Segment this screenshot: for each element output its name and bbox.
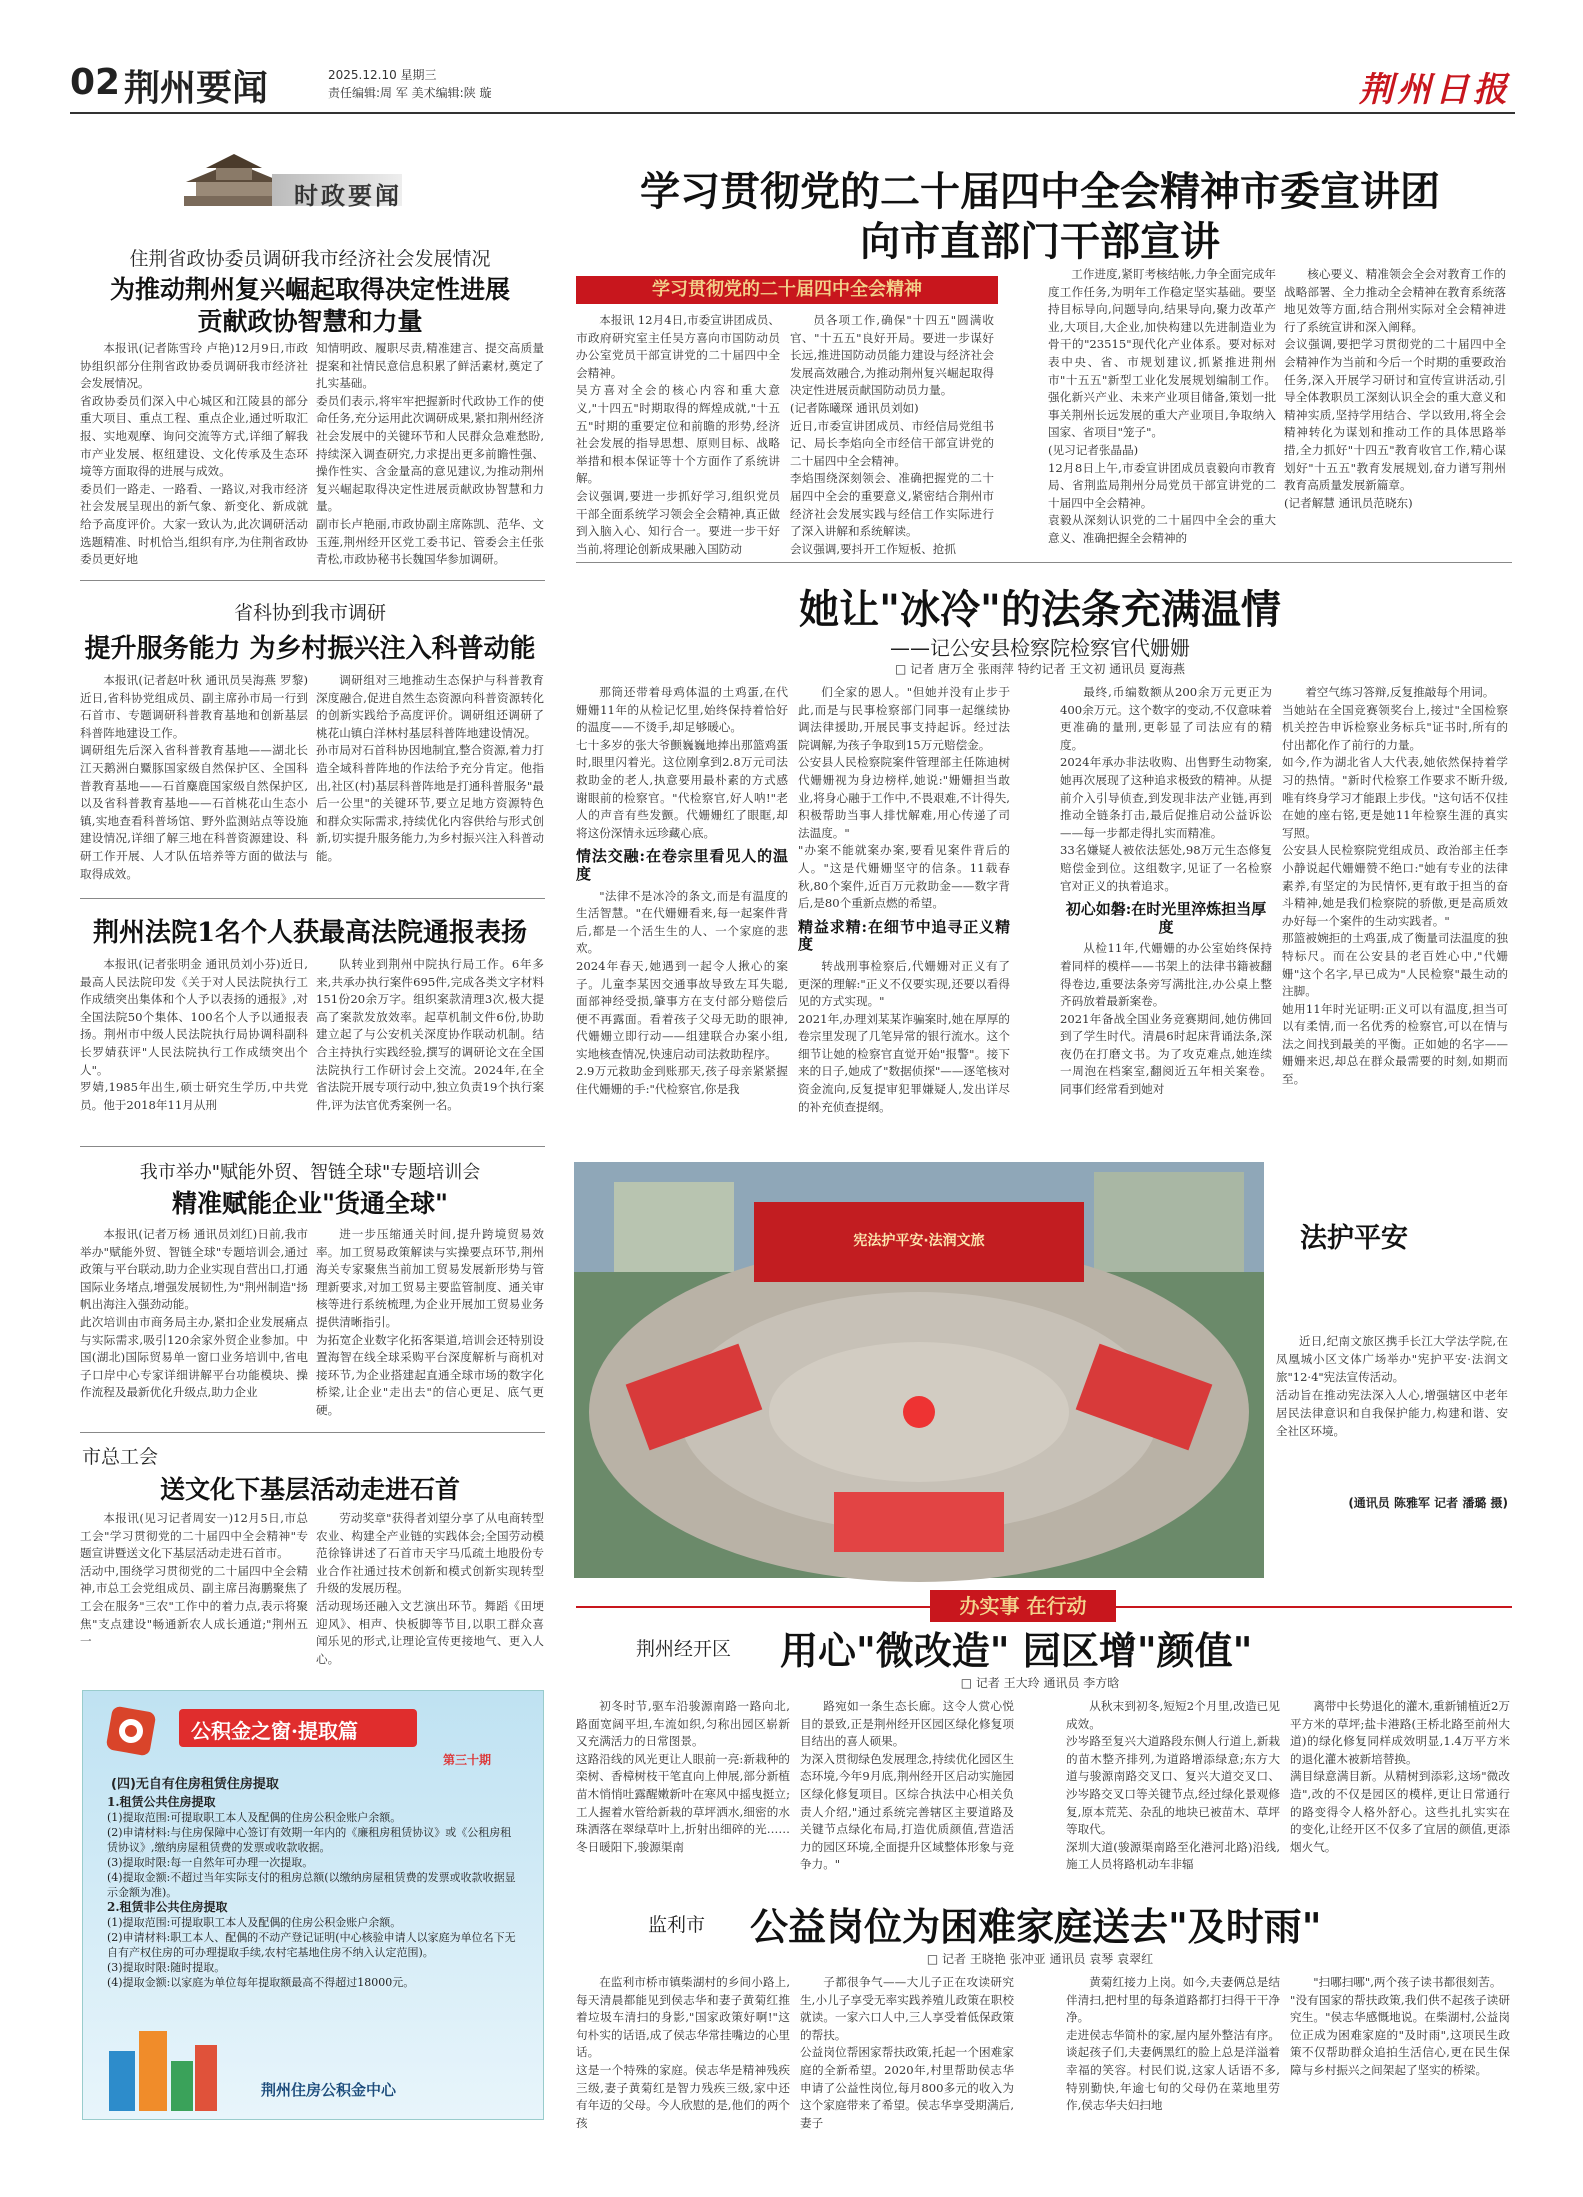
b1-col1: 初冬时节,驱车沿骏源南路一路向北,路面宽阔平坦,车流如织,匀称出园区崭新又充满活力的日常图景。 这路沿线的风光更让人眼前一亮:新栽种的栾树、香樟树枝干笔直向上伸展,部分新植苗木悄悄吐露醒嫩新叶在寒风中摇曳挺立;工人握着水管给新栽的草坪洒水,细密的水珠洒落在翠绿草叶上,折射出细碎的光……冬日暖阳下,骏源渠南 xyxy=(576,1699,790,1854)
a2-kicker: 省科协到我市调研 xyxy=(233,602,386,624)
b2-col1: 在监利市桥市镇柴湖村的乡间小路上,每天清晨都能见到侯志华和妻子黄菊红推着垃圾车清扫的身影,"国家政策好啊!"这句朴实的话语,成了侯志华常挂嘴边的心里话。 这是一个特殊的家庭。侯志华是精神残疾三级,妻子黄菊红是智力残疾三级,家中还有年迈的父母。今人欣慰的是,他们的两个孩 xyxy=(576,1975,790,2130)
ad-footer: 荆州住房公积金中心 xyxy=(261,2081,397,2099)
lead-title-line1: 学习贯彻党的二十届四中全会精神市委宣讲团 xyxy=(640,168,1440,215)
a1-title-line1: 为推动荆州复兴崛起取得决定性进展 xyxy=(109,275,510,304)
a3-col1: 本报讯(记者张明金 通讯员刘小芬)近日,最高人民法院印发《关于对人民法院执行工作成绩突出集体和个人予以表扬的通报》,对全国法院50个集体、100名个人予以通报表扬。荆州市中级人民法院执行局协调科副科长罗婧获评"人民法院执行工作成绩突出个人"。 罗婧,1985年出生,硕士研究生学历,中共党员。他于2018年11月从刑 xyxy=(80,957,308,1112)
a3-title: 荆州法院1名个人获最高法院通报表扬 xyxy=(92,918,528,948)
a5-col2: 劳动奖章"获得者刘望分享了从电商转型农业、构建全产业链的实践体会;全国劳动模范徐锋讲述了石首市天宇马瓜疏土地股份专业合作社通过技术创新和模式创新实现转型升级的发展历程。 活动现场还融入文艺演出环节。舞蹈《田埂迎风》、相声、快板脚等节目,以职工群众喜闻乐见的形式,让理论宣传更接地气、更入人心。 xyxy=(316,1511,544,1666)
a2-title: 提升服务能力 为乡村振兴注入科普动能 xyxy=(84,634,536,664)
a5-kicker: 市总工会 xyxy=(82,1446,159,1468)
action-band: 办实事 在行动 xyxy=(930,1590,1116,1622)
ad-line: (2)申请材料:职工本人、配偶的不动产登记证明(中心核验申请人以家庭为单位名下无自有产权住房的可办理提取手续,农村宅基地住房不纳入认定范围)。 xyxy=(107,1931,516,1959)
feature-subhead: 初心如磐:在时光里淬炼担当厚度 xyxy=(1065,900,1267,936)
divider xyxy=(576,562,1512,563)
masthead xyxy=(70,58,1515,110)
feature-subtitle: ——记公安县检察院检察官代姗姗 xyxy=(890,636,1190,660)
a5-col1: 本报讯(见习记者周安一)12月5日,市总工会"学习贯彻党的二十届四中全会精神"专题宣讲暨送文化下基层活动走进石首市。 活动中,围绕学习贯彻党的二十届四中全会精神,市总工会党组成员、副主席吕海鹏聚焦了工会在服务"三农"工作中的着力点,表示将聚焦"支点建设"畅通新农人成长通道;"荆州五一 xyxy=(80,1511,308,1649)
divider xyxy=(80,898,545,899)
page-number: 02 xyxy=(70,62,121,103)
b2-title: 公益岗位为困难家庭送去"及时雨" xyxy=(750,1904,1322,1949)
feature-subhead: 情法交融:在卷宗里看见人的温度 xyxy=(576,847,788,883)
a2-col1: 本报讯(记者赵叶秋 通讯员吴海燕 罗黎)近日,省科协党组成员、副主席孙市局一行到石首市、专题调研科普教育基地和创新基层科普阵地建设工作。 调研组先后深入省科普教育基地——湖北长江天鹅洲白鱀豚国家级自然保护区、全国科普教育基地——石首麋鹿国家级自然保护区,以及省科普教育基地——石首桃花山生态小镇,实地查看科普场馆、野外监测站点等设施建设情况,详细了解三地在科普资源建设、科研工作开展、人才队伍培养等方面的做法与取得成效。 xyxy=(80,673,308,881)
b1-title: 用心"微改造" 园区增"颜值" xyxy=(780,1628,1253,1673)
b1-byline: □ 记者 王大玲 通讯员 李方晗 xyxy=(960,1676,1120,1690)
section-name: 荆州要闻 xyxy=(124,67,269,109)
lead-col2: 员各项工作,确保"十四五"圆满收官、"十五五"良好开局。要进一步谋好长远,推进国防动员能力建设与经济社会发展高效融合,为推动荆州复兴崛起取得决定性进展贡献国防动员力量。 (记者陈曦琛 通讯员刘如) 近日,市委宣讲团成员、市经信局党组书记、局长李焰向全市经信干部宣讲党的二十届四中全会精神。 李焰围绕深刻领会、准确把握党的二十届四中全会的重要意义,紧密结合荆州市经济社会发展实践与经信工作实际进行了深入讲解和系统解读。 会议强调,要抖开工作短板、抢抓 xyxy=(790,313,994,556)
b1-col4: 离带中长势退化的灌木,重新铺植近2万平方米的草坪;盐卡港路(王桥北路至前州大道)的绿化修复同样成效明显,1.4万平方米的退化灌木被新培替换。 满目绿意满目新。从精树到添彩,这场"微改造",改的不仅是园区的模样,更让日常通行的路变得令人格外舒心。这些扎扎实实在的变化,让经开区不仅多了宜居的颜值,更添烟火气。 xyxy=(1290,1699,1510,1854)
divider xyxy=(80,1432,545,1433)
provident-fund-ad xyxy=(82,1690,544,2120)
ad-line: (4)提取金额:不超过当年实际支付的租房总额(以缴纳房屋租赁费的发票或收款收据显示金额为准)。 xyxy=(107,1871,516,1899)
a4-kicker: 我市举办"赋能外贸、智链全球"专题培训会 xyxy=(139,1162,481,1183)
divider xyxy=(80,1146,545,1147)
ad-body xyxy=(107,1795,519,1990)
ad-line: (2)申请材料:与住房保障中心签订有效期一年内的《廉租房租赁协议》或《公租房租赁协议》,缴纳房屋租赁费的发票或收款收据。 xyxy=(107,1826,512,1854)
a1-col1: 本报讯(记者陈雪玲 卢艳)12月9日,市政协组织部分住荆省政协委员调研我市经济社会发展情况。 省政协委员们深入中心城区和江陵县的部分重大项目、重点工程、重点企业,通过听取汇报、实地观摩、询问交流等方式,详细了解我市产业发展、枢纽建设、文化传承及生态环境等方面取得的进展与成效。 委员们一路走、一路看、一路议,对我市经济社会发展呈现出的新气象、新变化、新成就给予高度评价。大家一致认为,此次调研活动选题精准、时机恰当,组织有序,为住荆省政协委员更好地 xyxy=(80,341,308,567)
fund-logo-icon xyxy=(107,1705,181,1757)
divider xyxy=(80,580,545,581)
lead-col3: 工作进度,紧盯考核结帐,力争全面完成年度工作任务,为明年工作稳定坚实基础。要坚持目标导向,问题导向,结果导向,聚力改革产业,大项目,大企业,加快构建以先进制造业为骨干的"23515"现代化产业体系。要对标对表中央、省、市规划建议,抓紧推进荆州市"十五五"新型工业化发展规划编制工作。强化新兴产业、未来产业项目储备,策划一批事关荆州长远发展的重大产业项目,争取纳入国家、省项目"笼子"。 (见习记者张晶晶) 12月8日上午,市委宣讲团成员袁毅向市教育局、省荆监局荆州分局党员干部宣讲党的二十届四中全会精神。 袁毅从深刻认识党的二十届四中全会的重大意义、准确把握全会精神的 xyxy=(1048,267,1276,545)
feature-col3: 最终,币编数额从200余万元更正为400余万元。这个数字的变动,不仅意味着更准确的量刑,更彰显了司法应有的精度。 2024年承办非法收购、出售野生动物案,她再次展现了这种追求极致的精神。从提前介入引导侦查,到发现非法产业链,再到推动全链条打击,最后促推启动公益诉讼——每一步都走得扎实而精准。 33名嫌疑人被依法惩处,98万元生态修复赔偿金到位。这组数字,见证了一名检察官对正义的执着追求。 初心如磐:在时光里淬炼担当厚度 从检11年,代姗姗的办公室始终保持着同样的模样——书架上的法律书籍被翻得卷边,重要法条旁写满批注,办公桌上整齐码放着最新案卷。 2021年备战全国业务竞赛期间,她仿佛回到了学生时代。清晨6时起床背诵法条,深夜仍在打磨文书。为了攻克难点,她连续一周泡在档案室,翻阅近五年相关案卷。同事们经常看到她对 xyxy=(1060,685,1272,1097)
feature-subhead: 精益求精:在细节中追寻正义精度 xyxy=(798,917,1010,954)
b2-byline: □ 记者 王晓艳 张冲亚 通讯员 袁琴 袁翠红 xyxy=(926,1952,1154,1966)
ad-sub2: 2.租赁非公共住房提取 xyxy=(107,1900,228,1914)
feature-col1: 那筒还带着母鸡体温的土鸡蛋,在代姗姗11年的从检记忆里,始终保持着恰好的温度——不烫手,却足够暖心。 七十多岁的张大爷颤巍巍地捧出那篮鸡蛋时,眼里闪着光。这位刚拿到2.8万元司法救助金的老人,执意要用最朴素的方式感谢眼前的检察官。"代检察官,好人呐!"老人的声音有些发颤。代姗姗红了眼眶,却将这份深情永远珍藏心底。 情法交融:在卷宗里看见人的温度 "法律不是冰冷的条文,而是有温度的生活智慧。"在代姗姗看来,每一起案件背后,都是一个活生生的人、一个家庭的悲欢。 2024年春天,她遇到一起令人揪心的案子。儿童李某因交通事故导致左耳失聪,面部神经受损,肇事方在支付部分赔偿后便不再露面。看着孩子父母无助的眼神,代姗姗立即行动——组建联合办案小组,实地核查情况,快速启动司法救助程序。 2.9万元救助金到账那天,孩子母亲紧紧握住代姗姗的手:"代检察官,你是我 xyxy=(576,685,788,1097)
section-banner xyxy=(176,168,406,210)
a4-col1: 本报讯(记者万杨 通讯员刘红)日前,我市举办"赋能外贸、智链全球"专题培训会,通过政策与平台联动,助力企业实现自营出口,打通国际业务堵点,增强发展韧性,为"荆州制造"扬帆出海注入强劲动能。 此次培训由市商务局主办,紧扣企业发展痛点与实际需求,吸引120余家外贸企业参加。中国(湖北)国际贸易单一窗口业务培训中,省电子口岸中心专家详细讲解平台功能模块、操作流程及最新优化升级点,助力企业 xyxy=(80,1227,308,1400)
lead-title-line2: 向市直部门干部宣讲 xyxy=(860,218,1220,265)
issue-date: 2025.12.10 星期三 xyxy=(328,68,437,82)
a4-title: 精准赋能企业"货通全球" xyxy=(171,1189,449,1218)
photo-caption: 近日,纪南文旅区携手长江大学法学院,在凤凰城小区文体广场举办"宪护平安·法润文旅"12·4"宪法宣传活动。 活动旨在推动宪法深入人心,增强辖区中老年居民法律意识和自我保护能力,构建和谐、安全社区环境。 xyxy=(1276,1334,1508,1438)
ad-line: (1)提取范围:可提取职工本人及配偶的住房公积金账户余额。 xyxy=(107,1916,402,1929)
paper-logo: 荆州日报 xyxy=(1359,70,1511,110)
photo-caption-title: 法护平安 xyxy=(1300,1223,1408,1254)
banner-label: 时政要闻 xyxy=(294,181,402,210)
lead-col1: 本报讯 12月4日,市委宣讲团成员、市政府研究室主任吴方喜向市国防动员办公室党员干部宣讲党的二十届四中全会精神。 吴方喜对全会的核心内容和重大意义,"十四五"时期取得的辉煌成就,"十五五"时期的重要定位和前瞻的形势,经济社会发展的指导思想、原则目标、战略举措和根本保证等十个方面作了系统讲解。 会议强调,要进一步抓好学习,组织党员干部全面系统学习领会全会精神,真正做到入脑入心、知行合一。要进一步干好当前,将理论创新成果融入国防动 xyxy=(576,313,780,556)
a3-col2: 队转业到荆州中院执行局工作。6年多来,共承办执行案件695件,完成各类文字材料151份20余万字。组织案款清理3次,极大提高了案款发放效率。起草机制文件6份,协助建立起了与公安机关深度协作联动机制。结合主持执行实践经验,撰写的调研论文在全国法院执行工作研讨会上交流。2024年,在全省法院开展专项行动中,独立负责19个执行案件,评为法官优秀案例一名。 xyxy=(316,957,544,1112)
b1-col2: 路宛如一条生态长廊。这令人赏心悦目的景致,正是荆州经开区园区绿化修复项目结出的喜人硕果。 为深入贯彻绿色发展理念,持续优化园区生态环境,今年9月底,荆州经开区启动实施园区绿化修复项目。区综合执法中心相关负责人介绍,"通过系统完善辖区主要道路及关键节点绿化布局,打造优质颜值,营造活力的园区环境,全面提升区域整体形象与竞争力。" xyxy=(800,1699,1014,1872)
feature-col2: 们全家的恩人。"但她并没有止步于此,而是与民事检察部门同事一起继续协调法律援助,开展民事支持起诉。经过法院调解,为孩子争取到15万元赔偿金。 公安县人民检察院案件管理部主任陈迪树代姗姗视为身边榜样,她说:"姗姗担当敢业,将身心融于工作中,不畏艰难,不计得失,积极帮助当事人排忧解难,用心传递了司法温度。" "办案不能就案办案,要看见案件背后的人。"这是代姗姗坚守的信条。11载春秋,80个案件,近百万元救助金——数字背后,是80个重新点燃的希望。 精益求精:在细节中追寻正义精度 转战刑事检察后,代姗姗对正义有了更深的理解:"正义不仅要实现,还要以看得见的方式实现。" 2021年,办理刘某某诈骗案时,她在厚厚的卷宗里发现了几笔异常的银行流水。这个细节让她的检察官直觉开始"报警"。接下来的日子,她成了"数据侦探"——逐笔核对资金流向,反复提审犯罪嫌疑人,发出详尽的补充侦查提纲。 xyxy=(798,685,1010,1114)
buildings-graphic xyxy=(103,2021,223,2111)
b1-tag: 荆州经开区 xyxy=(636,1638,732,1660)
news-photo xyxy=(574,1162,1264,1578)
ad-line: (3)提取时限:随时提取。 xyxy=(107,1961,226,1974)
b2-col3: 黄菊红接力上岗。如今,夫妻俩总是结伴清扫,把村里的每条道路都打扫得干干净净。 走进侯志华简朴的家,屋内屋外整洁有序。谈起孩子们,夫妻俩黑红的脸上总是洋溢着幸福的笑容。村民们说,这家人话语不多,特别勤快,年逾七旬的父母仍在菜地里劳作,侯志华夫妇扫地 xyxy=(1066,1975,1280,2113)
a1-kicker: 住荆省政协委员调研我市经济社会发展情况 xyxy=(129,248,491,270)
b1-col3: 从秋末到初冬,短短2个月里,改造已见成效。 沙岑路至复兴大道路段东侧人行道上,新栽的苗木整齐排列,为道路增添绿意;东方大道与骏源南路交叉口、复兴大道交叉口、沙岑路交叉口等关键节点,经过绿化景观修复,原本荒芜、杂乱的地块已被苗木、草坪等取代。 深圳大道(骏源渠南路至化港河北路)沿线,施工人员将路机动车非辐 xyxy=(1066,1699,1280,1872)
ad-section-heading: (四)无自有住房租赁住房提取 xyxy=(111,1777,279,1792)
b2-tag: 监利市 xyxy=(648,1914,706,1936)
ad-sub1: 1.租赁公共住房提取 xyxy=(107,1795,216,1809)
b2-col4: "扫哪扫哪",两个孩子读书都很刻苦。 "没有国家的帮扶政策,我们供不起孩子读研究生。"侯志华感慨地说。在柴湖村,公益岗位正成为困难家庭的"及时雨",这项民生政策不仅帮助群众追拍生活信心,更在民生保障与乡村振兴之间架起了坚实的桥梁。 xyxy=(1290,1975,1510,2077)
b2-col2: 子都很争气——大儿子正在攻读研究生,小儿子享受无率实践养殖儿政策在职校就读。一家六口人中,三人享受着低保政策的帮扶。 公益岗位帮困家帮扶政策,托起一个困难家庭的全新希望。2020年,村里帮助侯志华申请了公益性岗位,每月800多元的收入为这个家庭带来了希望。侯志华享受期满后,妻子 xyxy=(800,1975,1014,2130)
masthead-rule xyxy=(70,112,1515,114)
ad-title: 公积金之窗·提取篇 xyxy=(191,1719,358,1743)
lead-band: 学习贯彻党的二十届四中全会精神 xyxy=(576,276,998,304)
feature-byline: □ 记者 唐万全 张雨萍 特约记者 王文初 通讯员 夏海燕 xyxy=(894,662,1186,676)
a1-title-line2: 贡献政协智慧和力量 xyxy=(197,307,423,336)
ad-line: (4)提取金额:以家庭为单位每年提取额最高不得超过18000元。 xyxy=(107,1976,415,1989)
a1-col2: 知情明政、履职尽责,精准建言、提交高质量提案和社情民意信息积累了鲜活素材,奠定了扎实基础。 委员们表示,将牢牢把握新时代政协工作的使命任务,充分运用此次调研成果,紧扣荆州经济社会发展中的关键环节和人民群众急难愁盼,持续深入调查研究,力求提出更多前瞻性强、操作性实、含金量高的意见建议,为推动荆州复兴崛起取得决定性进展贡献政协智慧和力量。 副市长卢艳丽,市政协副主席陈凯、范华、文玉莲,荆州经开区党工委书记、管委会主任张青松,市政协秘书长魏国华参加调研。 xyxy=(316,341,544,567)
ad-line: (3)提取时限:每一自然年可办理一次提取。 xyxy=(107,1856,314,1869)
editors-line: 责任编辑:周 军 美术编辑:陕 璇 xyxy=(328,86,492,100)
feature-col4: 着空气练习答辩,反复推敲每个用词。 当她站在全国竞赛领奖台上,接过"全国检察机关控告申诉检察业务标兵"证书时,所有的付出都化作了前行的力量。 如今,作为湖北省人大代表,她依然保持着学习的热情。"新时代检察工作要求不断升级,唯有终身学习才能跟上步伐。"这句话不仅挂在她的座右铭,更是她11年检察生涯的真实写照。 公安县人民检察院党组成员、政治部主任李小静说起代姗姗赞不绝口:"她有专业的法律素养,有坚定的为民情怀,更有敢于担当的奋斗精神,她是我们检察院的骄傲,更是高质效办好每一个案件的生动实践者。" 那篮被婉拒的土鸡蛋,成了衡量司法温度的独特标尺。而在公安县的老百姓心中,"代姗姗"这个名字,早已成为"人民检察"最生动的注脚。 她用11年时光证明:正义可以有温度,担当可以有柔情,而一名优秀的检察官,可以在情与法之间找到最美的平衡。正如她的名字——姗姗来迟,却总在群众最需要的时刻,如期而至。 xyxy=(1282,685,1508,1087)
a5-title: 送文化下基层活动走进石首 xyxy=(159,1475,460,1504)
a4-col2: 进一步压缩通关时间,提升跨境贸易效率。加工贸易政策解读与实操要点环节,荆州海关专家聚焦当前加工贸易发展新形势与管理新要求,对加工贸易主要监管制度、通关审核等进行系统梳理,为企业开展加工贸易业务提供清晰指引。 为拓宽企业数字化拓客渠道,培训会还特别设置海智在线全球采购平台深度解析与商机对接环节,为企业搭建起直通全球市场的数字化桥梁,让企业"走出去"的信心更足、底气更硬。 xyxy=(316,1227,544,1417)
photo-credit: (通讯员 陈雅军 记者 潘璐 摄) xyxy=(1348,1496,1508,1510)
feature-title: 她让"冰冷"的法条充满温情 xyxy=(799,586,1281,633)
ad-line: (1)提取范围:可提取职工本人及配偶的住房公积金账户余额。 xyxy=(107,1811,402,1824)
ad-issue: 第三十期 xyxy=(443,1753,492,1767)
lead-col4: 核心要义、精准领会全会对教育工作的战略部署、全力推动全会精神在教育系统落地见效等方面,结合荆州实际对全会精神进行了系统宣讲和深入阐释。 会议强调,要把学习贯彻党的二十届四中全会精神作为当前和今后一个时期的重要政治任务,深入开展学习研讨和宣传宣讲活动,引导全体教职员工深刻认识全会的重大意义和精神实质,坚持学用结合、学以致用,将全会精神转化为谋划和推动工作的具体思路举措,全力抓好"十四五"教育收官工作,精心谋划好"十五五"教育发展规划,奋力谱写荆州教育高质量发展新篇章。 (记者解慧 通讯员范晓东) xyxy=(1284,267,1506,510)
photo-banner-text: 宪法护平安·法润文旅 xyxy=(853,1233,985,1249)
a2-col2: 调研组对三地推动生态保护与科普教育深度融合,促进自然生态资源向科普资源转化的创新实践给予高度评价。调研组还调研了桃花山镇白洋林村基层科普阵地建设情况。 孙市局对石首科协因地制宜,整合资源,着力打造全域科普阵地的作法给予充分肯定。他指出,社区(村)基层科普阵地是打通科普服务"最后一公里"的关键环节,要立足地方资源特色和群众实际需求,持续优化内容供给与形式创新,切实提升服务能力,为乡村振兴注入科普动能。 xyxy=(316,673,544,863)
